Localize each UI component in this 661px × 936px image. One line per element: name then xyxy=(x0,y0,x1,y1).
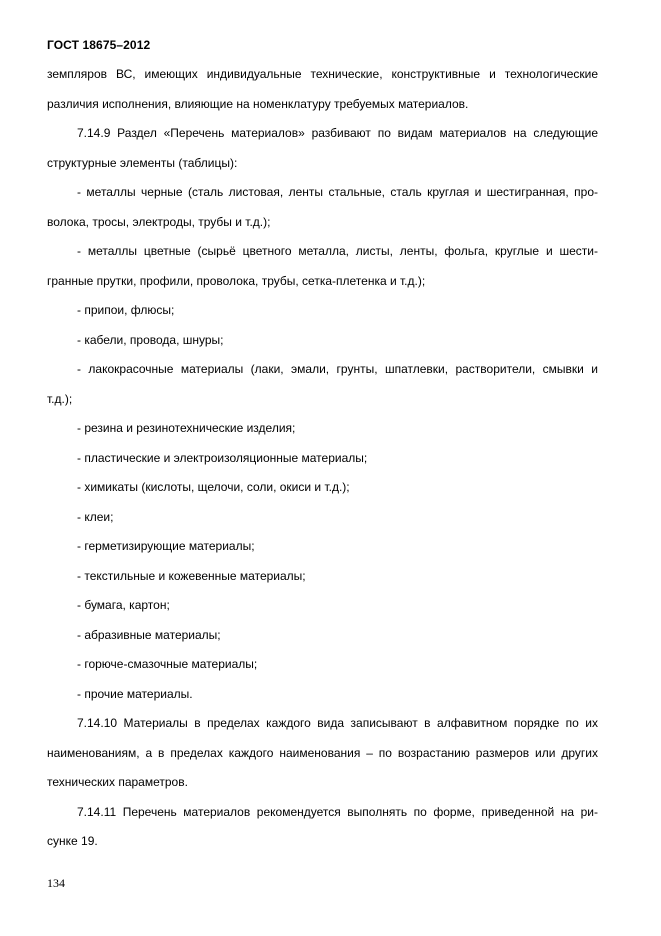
text-line: 7.14.9 Раздел «Перечень материалов» разбивают по видам материалов на следующие xyxy=(77,126,598,140)
text-line: 7.14.10 Материалы в пределах каждого вида записывают в алфавитном порядке по их xyxy=(77,716,598,730)
text-line: наименованиям, а в пределах каждого наименования – по возрастанию размеров или других xyxy=(47,745,598,760)
list-item-ferrous-metals xyxy=(47,178,598,237)
text-line: волока, тросы, электроды, трубы и т.д.); xyxy=(47,214,271,229)
document-body xyxy=(47,60,598,857)
page-header-standard: ГОСТ 18675–2012 xyxy=(47,38,151,52)
list-item-glue: - клеи; xyxy=(77,509,114,524)
text-line: т.д.); xyxy=(47,391,73,406)
text-line: гранные прутки, профили, проволока, трубы, сетка-плетенка и т.д.); xyxy=(47,273,426,288)
list-item-lubricant: - горюче-смазочные материалы; xyxy=(77,657,258,671)
list-item-paint xyxy=(47,355,598,414)
paragraph-7-14-10 xyxy=(47,709,598,798)
list-item-abrasive: - абразивные материалы; xyxy=(77,627,221,642)
list-item-rubber: - резина и резинотехнические изделия; xyxy=(77,421,296,435)
text-line: структурные элементы (таблицы): xyxy=(47,155,238,170)
list-item-cables: - кабели, провода, шнуры; xyxy=(77,332,224,347)
text-line: - металлы черные (сталь листовая, ленты стальные, сталь круглая и шестигранная, про- xyxy=(77,185,598,199)
text-line: различия исполнения, влияющие на номенклатуру требуемых материалов. xyxy=(47,96,469,111)
paragraph-intro xyxy=(47,60,598,119)
list-item-textile: - текстильные и кожевенные материалы; xyxy=(77,568,306,583)
text-line: - металлы цветные (сырьё цветного металла, листы, ленты, фольга, круглые и шести- xyxy=(77,244,598,258)
text-line: технических параметров. xyxy=(47,775,188,789)
list-item-sealant: - герметизирующие материалы; xyxy=(77,539,255,553)
list-item-nonferrous-metals xyxy=(47,237,598,296)
paragraph-7-14-9 xyxy=(47,119,598,178)
page-number: 134 xyxy=(47,876,65,890)
list-item-plastic: - пластические и электроизоляционные материалы; xyxy=(77,450,368,465)
text-line: - лакокрасочные материалы (лаки, эмали, грунты, шпатлевки, растворители, смывки и xyxy=(77,362,598,376)
paragraph-7-14-11 xyxy=(47,798,598,857)
text-line: 7.14.11 Перечень материалов рекомендуется выполнять по форме, приведенной на ри- xyxy=(77,804,598,819)
text-line: земпляров ВС, имеющих индивидуальные технические, конструктивные и технологические xyxy=(47,67,598,81)
list-item-chemicals: - химикаты (кислоты, щелочи, соли, окиси и т.д.); xyxy=(77,480,350,494)
list-item-solder: - припои, флюсы; xyxy=(77,303,175,317)
text-line: сунке 19. xyxy=(47,834,98,848)
list-item-other: - прочие материалы. xyxy=(77,686,193,701)
list-item-paper: - бумага, картон; xyxy=(77,598,170,612)
